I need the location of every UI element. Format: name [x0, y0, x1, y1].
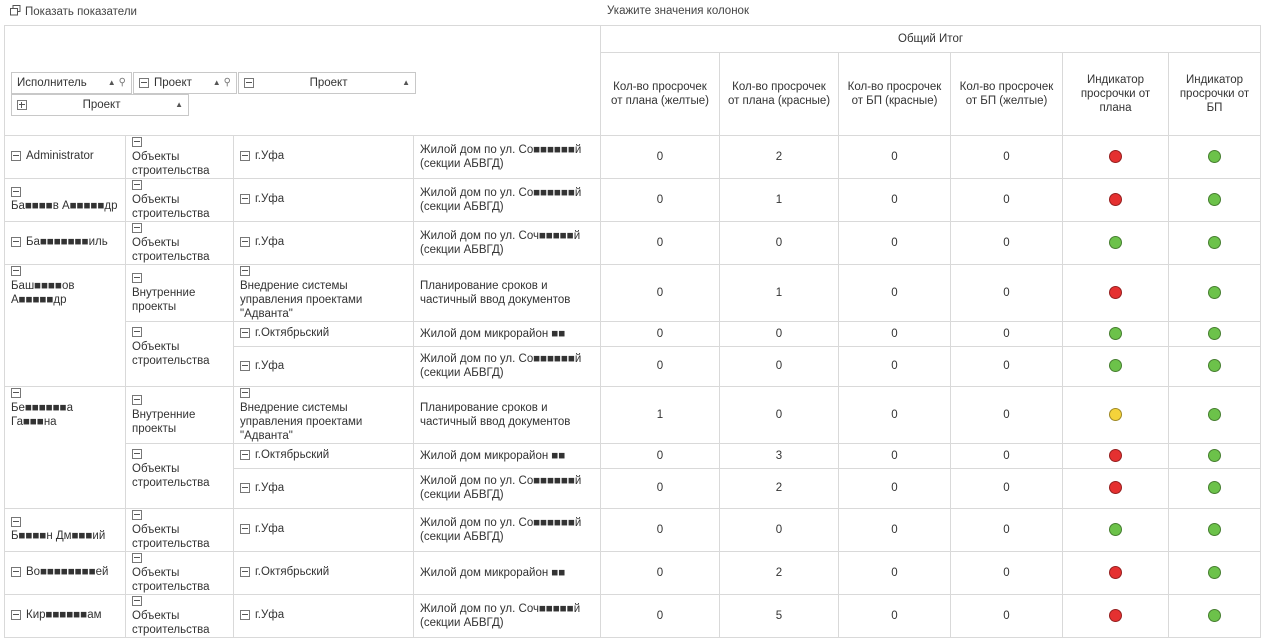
value-cell: 1	[720, 178, 839, 221]
collapse-icon[interactable]	[11, 517, 21, 527]
value-cell: 0	[839, 221, 951, 264]
project-type-cell	[126, 594, 234, 637]
show-indicators-label: Показать показатели	[25, 6, 137, 18]
project-group-cell	[234, 551, 414, 594]
executor-cell-label: Ба■■■■■■■иль	[26, 236, 108, 249]
value-cell: 0	[839, 443, 951, 468]
project-cell: Жилой дом по ул. Со■■■■■■й (секции АБВГД)	[414, 135, 601, 178]
project-type-cell-label: Объекты строительства	[132, 236, 210, 263]
collapse-icon[interactable]	[132, 273, 142, 283]
collapse-icon[interactable]	[132, 510, 142, 520]
expand-icon[interactable]	[17, 100, 27, 110]
project-type-cell-label: Объекты строительства	[132, 150, 210, 177]
value-cell: 0	[839, 135, 951, 178]
executor-cell	[5, 221, 126, 264]
indicator-cell	[1169, 386, 1261, 443]
project-group-cell	[234, 264, 414, 321]
project-cell: Жилой дом по ул. Соч■■■■■й (секции АБВГД)	[414, 594, 601, 637]
project-group-cell-label: г.Уфа	[255, 359, 285, 372]
project-type-cell-label: Внутренние проекты	[132, 408, 196, 435]
project-type-cell	[126, 508, 234, 551]
project-group-cell-label: г.Уфа	[255, 523, 285, 536]
executor-cell	[5, 594, 126, 637]
status-light-icon	[1109, 523, 1122, 536]
field-project-button[interactable]: Проект ▲	[11, 94, 189, 116]
collapse-icon[interactable]	[240, 388, 250, 398]
project-group-cell	[234, 178, 414, 221]
project-type-cell	[126, 264, 234, 321]
filter-icon[interactable]: ⚲	[118, 76, 126, 88]
project-type-cell	[126, 551, 234, 594]
project-type-cell	[126, 321, 234, 386]
sort-asc-icon[interactable]: ▲	[402, 77, 410, 87]
collapse-icon[interactable]	[11, 151, 21, 161]
show-indicators-link[interactable]	[10, 5, 137, 18]
column-header[interactable]: Индикатор просрочки от БП	[1169, 53, 1261, 136]
field-header-row	[5, 53, 1261, 136]
collapse-icon[interactable]	[11, 388, 21, 398]
indicator-cell	[1063, 264, 1169, 321]
project-group-cell	[234, 221, 414, 264]
value-cell: 0	[720, 346, 839, 386]
indicator-cell	[1169, 508, 1261, 551]
project-cell: Жилой дом микрорайон ■■	[414, 321, 601, 346]
value-cell: 0	[601, 178, 720, 221]
window-restore-icon	[10, 5, 21, 16]
table-row	[5, 443, 1261, 468]
indicator-cell	[1063, 321, 1169, 346]
value-cell: 0	[839, 551, 951, 594]
status-light-icon	[1208, 286, 1221, 299]
column-header[interactable]: Кол-во просрочек от БП (желтые)	[951, 53, 1063, 136]
indicator-cell	[1063, 551, 1169, 594]
table-row	[5, 221, 1261, 264]
project-group-cell-label: Внедрение системы управления проектами "Адванта"	[240, 279, 363, 320]
sort-asc-icon[interactable]: ▲	[107, 77, 116, 87]
collapse-icon[interactable]	[139, 78, 149, 88]
executor-cell	[5, 386, 126, 508]
status-light-icon	[1109, 327, 1122, 340]
value-cell: 3	[720, 443, 839, 468]
project-group-cell	[234, 135, 414, 178]
value-cell: 0	[839, 508, 951, 551]
value-cell: 5	[720, 594, 839, 637]
executor-cell	[5, 178, 126, 221]
project-cell: Планирование сроков и частичный ввод документов	[414, 264, 601, 321]
value-cell: 0	[839, 468, 951, 508]
status-light-icon	[1208, 609, 1221, 622]
executor-cell	[5, 551, 126, 594]
project-type-cell-label: Объекты строительства	[132, 609, 210, 636]
value-cell: 0	[839, 321, 951, 346]
project-cell: Жилой дом по ул. Со■■■■■■й (секции АБВГД)	[414, 468, 601, 508]
executor-cell-label: Во■■■■■■■■ей	[26, 566, 109, 579]
column-values-hint: Укажите значения колонок	[607, 5, 749, 17]
grand-total-row	[5, 26, 1261, 53]
project-type-cell-label: Объекты строительства	[132, 462, 210, 489]
column-header[interactable]: Индикатор просрочки от плана	[1063, 53, 1169, 136]
project-group-cell	[234, 443, 414, 468]
status-light-icon	[1109, 609, 1122, 622]
table-row	[5, 321, 1261, 346]
status-light-icon	[1109, 150, 1122, 163]
project-cell: Жилой дом микрорайон ■■	[414, 443, 601, 468]
value-cell: 0	[839, 346, 951, 386]
executor-cell-label: Ба■■■■в А■■■■■др	[11, 200, 118, 213]
value-cell: 2	[720, 135, 839, 178]
value-cell: 0	[951, 221, 1063, 264]
column-header[interactable]: Кол-во просрочек от БП (красные)	[839, 53, 951, 136]
project-type-cell	[126, 221, 234, 264]
value-cell: 0	[951, 346, 1063, 386]
collapse-icon[interactable]	[132, 449, 142, 459]
collapse-icon[interactable]	[240, 361, 250, 371]
project-type-cell-label: Внутренние проекты	[132, 286, 196, 313]
project-type-cell	[126, 135, 234, 178]
value-cell: 0	[601, 468, 720, 508]
executor-cell-label: Бе■■■■■■а Га■■■на	[11, 401, 74, 428]
indicator-cell	[1063, 594, 1169, 637]
value-cell: 1	[720, 264, 839, 321]
table-row	[5, 135, 1261, 178]
status-light-icon	[1109, 193, 1122, 206]
value-cell: 0	[601, 221, 720, 264]
value-cell: 0	[720, 221, 839, 264]
status-light-icon	[1208, 359, 1221, 372]
collapse-icon[interactable]	[240, 266, 250, 276]
indicator-cell	[1169, 264, 1261, 321]
value-cell: 0	[601, 508, 720, 551]
value-cell: 0	[601, 346, 720, 386]
project-group-cell-label: г.Октябрьский	[255, 327, 330, 340]
project-group-cell-label: г.Уфа	[255, 150, 285, 163]
indicator-cell	[1063, 178, 1169, 221]
executor-cell-label: Б■■■■н Дм■■■ий	[11, 530, 106, 543]
project-group-cell	[234, 468, 414, 508]
pivot-grid	[4, 25, 1261, 638]
project-group-cell	[234, 386, 414, 443]
grand-total-header: Общий Итог	[601, 26, 1261, 53]
value-cell: 0	[720, 508, 839, 551]
project-group-cell-label: г.Уфа	[255, 193, 285, 206]
collapse-icon[interactable]	[11, 610, 21, 620]
collapse-icon[interactable]	[240, 450, 250, 460]
toolbar	[0, 0, 1262, 24]
executor-cell	[5, 508, 126, 551]
executor-cell	[5, 135, 126, 178]
collapse-icon[interactable]	[240, 237, 250, 247]
value-cell: 0	[601, 135, 720, 178]
value-cell: 0	[951, 264, 1063, 321]
table-row	[5, 551, 1261, 594]
status-light-icon	[1109, 236, 1122, 249]
value-cell: 0	[951, 468, 1063, 508]
project-group-cell-label: г.Уфа	[255, 236, 285, 249]
project-group-cell	[234, 346, 414, 386]
project-group-cell	[234, 321, 414, 346]
project-cell: Жилой дом по ул. Со■■■■■■й (секции АБВГД)	[414, 508, 601, 551]
table-row	[5, 264, 1261, 321]
status-light-icon	[1109, 449, 1122, 462]
project-group-cell-label: г.Октябрьский	[255, 566, 330, 579]
collapse-icon[interactable]	[11, 567, 21, 577]
executor-cell-label: Баш■■■■ов А■■■■■др	[11, 279, 75, 306]
status-light-icon	[1109, 481, 1122, 494]
indicator-cell	[1063, 135, 1169, 178]
value-cell: 0	[951, 386, 1063, 443]
project-type-cell-label: Объекты строительства	[132, 523, 210, 550]
status-light-icon	[1208, 408, 1221, 421]
project-type-cell	[126, 178, 234, 221]
table-row	[5, 386, 1261, 443]
status-light-icon	[1109, 408, 1122, 421]
collapse-icon[interactable]	[240, 483, 250, 493]
collapse-icon[interactable]	[132, 553, 142, 563]
project-group-cell-label: г.Октябрьский	[255, 449, 330, 462]
table-row	[5, 508, 1261, 551]
project-group-cell	[234, 508, 414, 551]
indicator-cell	[1169, 443, 1261, 468]
value-cell: 2	[720, 468, 839, 508]
executor-cell	[5, 264, 126, 386]
status-light-icon	[1109, 359, 1122, 372]
indicator-cell	[1063, 443, 1169, 468]
indicator-cell	[1169, 221, 1261, 264]
collapse-icon[interactable]	[11, 266, 21, 276]
collapse-icon[interactable]	[132, 223, 142, 233]
project-type-cell-label: Объекты строительства	[132, 193, 210, 220]
column-header[interactable]: Кол-во просрочек от плана (красные)	[720, 53, 839, 136]
collapse-icon[interactable]	[240, 524, 250, 534]
value-cell: 0	[951, 321, 1063, 346]
value-cell: 0	[951, 135, 1063, 178]
value-cell: 0	[951, 551, 1063, 594]
value-cell: 1	[601, 386, 720, 443]
field-project-city-button[interactable]: Проект ▲	[238, 72, 416, 94]
value-cell: 0	[839, 264, 951, 321]
status-light-icon	[1208, 150, 1221, 163]
row-fields-area	[5, 53, 601, 136]
value-cell: 0	[601, 321, 720, 346]
indicator-cell	[1063, 508, 1169, 551]
indicator-cell	[1169, 468, 1261, 508]
indicator-cell	[1063, 346, 1169, 386]
project-type-cell-label: Объекты строительства	[132, 566, 210, 593]
project-type-cell	[126, 386, 234, 443]
value-cell: 2	[720, 551, 839, 594]
collapse-icon[interactable]	[240, 328, 250, 338]
status-light-icon	[1208, 523, 1221, 536]
project-group-cell-label: г.Уфа	[255, 481, 285, 494]
field-project-type-button[interactable]: Проект ▲ ⚲	[133, 72, 237, 94]
project-cell: Жилой дом по ул. Со■■■■■■й (секции АБВГД)	[414, 178, 601, 221]
collapse-icon[interactable]	[132, 596, 142, 606]
status-light-icon	[1208, 327, 1221, 340]
indicator-cell	[1063, 221, 1169, 264]
status-light-icon	[1208, 449, 1221, 462]
value-cell: 0	[720, 321, 839, 346]
collapse-icon[interactable]	[244, 78, 254, 88]
value-cell: 0	[839, 178, 951, 221]
status-light-icon	[1109, 566, 1122, 579]
indicator-cell	[1169, 551, 1261, 594]
status-light-icon	[1208, 566, 1221, 579]
status-light-icon	[1109, 286, 1122, 299]
executor-cell-label: Кир■■■■■■ам	[26, 609, 102, 622]
collapse-icon[interactable]	[132, 180, 142, 190]
indicator-cell	[1169, 594, 1261, 637]
status-light-icon	[1208, 481, 1221, 494]
indicator-cell	[1169, 346, 1261, 386]
value-cell: 0	[839, 386, 951, 443]
project-cell: Жилой дом по ул. Соч■■■■■й (секции АБВГД)	[414, 221, 601, 264]
value-cell: 0	[839, 594, 951, 637]
project-cell: Планирование сроков и частичный ввод документов	[414, 386, 601, 443]
sort-asc-icon[interactable]: ▲	[175, 99, 183, 109]
collapse-icon[interactable]	[132, 395, 142, 405]
project-type-cell-label: Объекты строительства	[132, 340, 210, 367]
value-cell: 0	[951, 178, 1063, 221]
indicator-cell	[1063, 468, 1169, 508]
project-cell: Жилой дом по ул. Со■■■■■■й (секции АБВГД)	[414, 346, 601, 386]
status-light-icon	[1208, 193, 1221, 206]
value-cell: 0	[601, 264, 720, 321]
collapse-icon[interactable]	[11, 237, 21, 247]
sort-asc-icon[interactable]: ▲	[212, 77, 221, 87]
collapse-icon[interactable]	[240, 151, 250, 161]
column-header[interactable]: Кол-во просрочек от плана (желтые)	[601, 53, 720, 136]
collapse-icon[interactable]	[240, 194, 250, 204]
table-row	[5, 178, 1261, 221]
collapse-icon[interactable]	[132, 137, 142, 147]
value-cell: 0	[601, 443, 720, 468]
executor-cell-label: Administrator	[26, 150, 94, 163]
table-row	[5, 594, 1261, 637]
collapse-icon[interactable]	[240, 610, 250, 620]
collapse-icon[interactable]	[11, 187, 21, 197]
value-cell: 0	[720, 386, 839, 443]
collapse-icon[interactable]	[132, 327, 142, 337]
project-group-cell-label: г.Уфа	[255, 609, 285, 622]
project-cell: Жилой дом микрорайон ■■	[414, 551, 601, 594]
value-cell: 0	[951, 594, 1063, 637]
value-cell: 0	[951, 508, 1063, 551]
project-group-cell	[234, 594, 414, 637]
field-executor-button[interactable]: Исполнитель ▲ ⚲	[11, 72, 132, 94]
value-cell: 0	[601, 594, 720, 637]
status-light-icon	[1208, 236, 1221, 249]
project-type-cell	[126, 443, 234, 508]
value-cell: 0	[951, 443, 1063, 468]
indicator-cell	[1169, 135, 1261, 178]
indicator-cell	[1063, 386, 1169, 443]
collapse-icon[interactable]	[240, 567, 250, 577]
indicator-cell	[1169, 321, 1261, 346]
filter-icon[interactable]: ⚲	[223, 76, 231, 88]
indicator-cell	[1169, 178, 1261, 221]
project-group-cell-label: Внедрение системы управления проектами "Адванта"	[240, 401, 363, 442]
value-cell: 0	[601, 551, 720, 594]
